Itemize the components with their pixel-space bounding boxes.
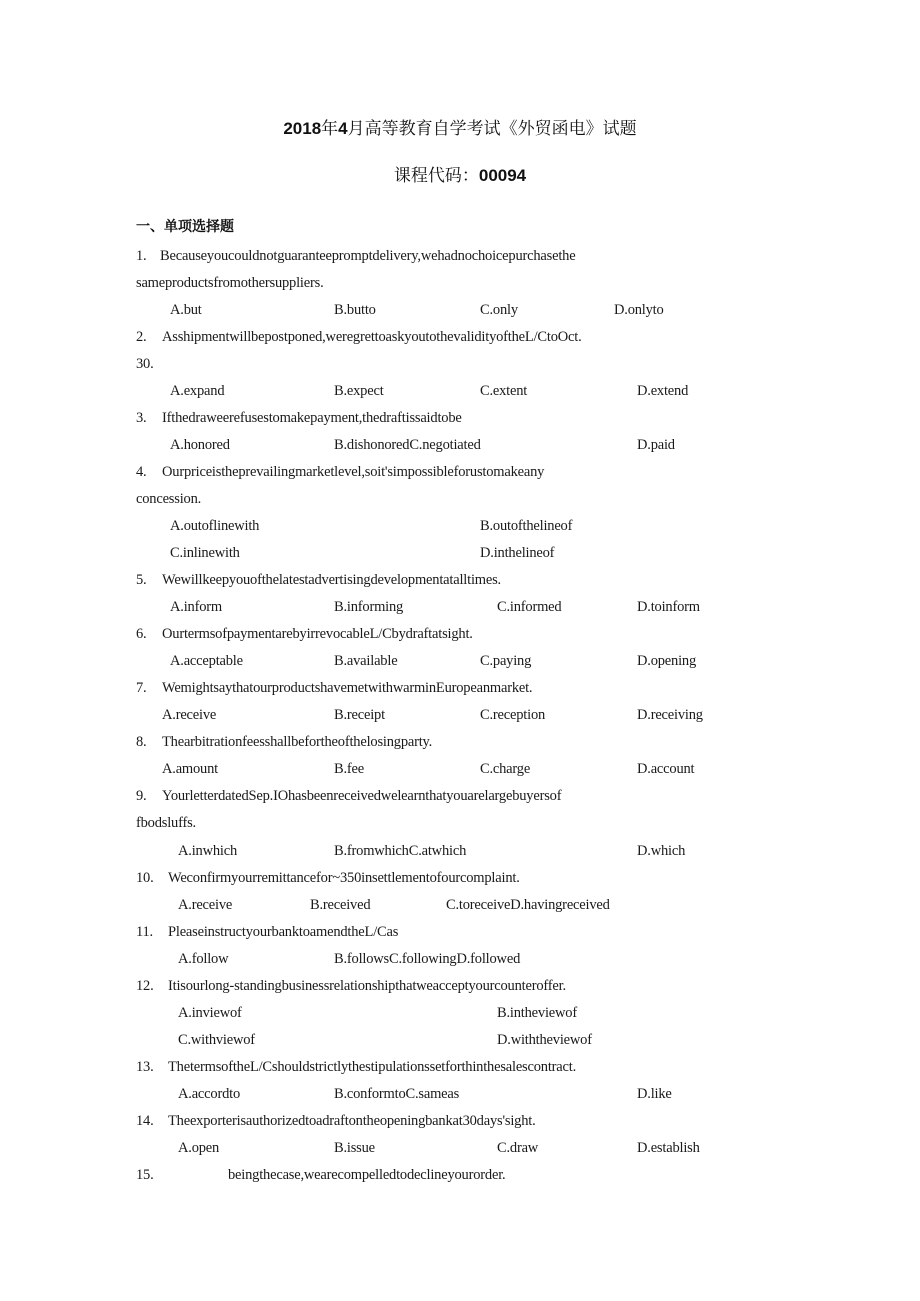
question-text: Becauseyoucouldnotguaranteepromptdelivery,wehadnochoicepurchasethe [160, 248, 576, 264]
question-4 [136, 464, 544, 481]
question-text: PleaseinstructyourbanktoamendtheL/Cas [168, 924, 399, 940]
option-b: B.conformtoC.sameas [334, 1086, 460, 1102]
option-c: C.inlinewith [170, 545, 240, 561]
question-number: 9. [136, 788, 147, 804]
course-code: 00094 [478, 166, 527, 185]
option-d: D.extend [637, 383, 689, 399]
option-d: D.paid [637, 437, 675, 453]
question-text: Ifthedraweerefusestomakepayment,thedraftissaidtobe [162, 410, 462, 426]
title-year: 2018 [283, 119, 322, 138]
option-c: C.paying [480, 653, 532, 669]
option-c: C.informed [497, 599, 562, 615]
section-title: 一、单项选择题 [136, 219, 234, 235]
option-c: C.withviewof [178, 1032, 255, 1048]
question-2 [136, 329, 582, 346]
question-text: Thearbitrationfeesshallbefortheofthelosingparty. [162, 734, 433, 750]
question-text: Ourpriceistheprevailingmarketlevel,soit'simpossibleforustomakeany [162, 464, 545, 480]
option-b: B.dishonoredC.negotiated [334, 437, 481, 453]
question-12 [136, 978, 566, 995]
option-d: D.toinform [637, 599, 700, 615]
question-1-continuation: sameproductsfromothersuppliers. [136, 275, 324, 291]
question-9 [136, 788, 561, 805]
option-d: D.which [637, 843, 686, 859]
question-11 [136, 924, 398, 941]
option-a: A.outoflinewith [170, 518, 260, 534]
question-number: 13. [136, 1059, 154, 1075]
option-b: B.intheviewof [497, 1005, 577, 1021]
question-2-continuation: 30. [136, 356, 154, 372]
course-code-label: 课程代码： [393, 166, 479, 186]
option-b: B.outofthelineof [480, 518, 573, 534]
question-text: Wewillkeepyouofthelatestadvertisingdevelopmentatalltimes. [162, 572, 501, 588]
question-text: YourletterdatedSep.IOhasbeenreceivedwelearnthatyouarelargebuyersof [162, 788, 562, 804]
option-d: D.account [637, 761, 695, 777]
question-9-continuation: fbodsluffs. [136, 815, 196, 831]
question-text: Theexporterisauthorizedtoadraftontheopeningbankat30days'sight. [168, 1113, 536, 1129]
option-d: D.inthelineof [480, 545, 555, 561]
option-a: A.inwhich [178, 843, 238, 859]
option-a: A.expand [170, 383, 225, 399]
question-6 [136, 626, 473, 643]
option-c: C.charge [480, 761, 531, 777]
option-a: A.receive [162, 707, 217, 723]
question-number: 10. [136, 870, 154, 886]
question-1 [136, 248, 575, 265]
question-number: 11. [136, 924, 153, 940]
option-b: B.expect [334, 383, 384, 399]
option-d: D.receiving [637, 707, 703, 723]
option-a: A.receive [178, 897, 233, 913]
question-number: 12. [136, 978, 154, 994]
option-a: A.amount [162, 761, 218, 777]
option-c: C.reception [480, 707, 546, 723]
course-code-line [0, 161, 920, 186]
question-number: 1. [136, 248, 147, 264]
option-b: B.informing [334, 599, 404, 615]
title-year-char: 年 [321, 119, 339, 139]
question-number: 4. [136, 464, 147, 480]
option-a: A.but [170, 302, 202, 318]
option-b: B.followsC.followingD.followed [334, 951, 521, 967]
question-number: 3. [136, 410, 147, 426]
option-b: B.fee [334, 761, 364, 777]
option-a: A.inviewof [178, 1005, 242, 1021]
question-5 [136, 572, 501, 589]
question-number: 14. [136, 1113, 154, 1129]
option-b: B.butto [334, 302, 376, 318]
question-10 [136, 870, 520, 887]
question-number: 8. [136, 734, 147, 750]
option-a: A.open [178, 1140, 220, 1156]
title-rest: 月高等教育自学考试《外贸函电》试题 [347, 119, 637, 139]
option-d: D.onlyto [614, 302, 664, 318]
question-number: 7. [136, 680, 147, 696]
question-text: OurtermsofpaymentarebyirrevocableL/Cbydraftatsight. [162, 626, 473, 642]
option-a: A.inform [170, 599, 222, 615]
question-number: 15. [136, 1167, 154, 1183]
option-d: D.opening [637, 653, 697, 669]
option-d: D.like [637, 1086, 672, 1102]
question-3 [136, 410, 462, 427]
option-b: B.issue [334, 1140, 375, 1156]
option-b: B.received [310, 897, 371, 913]
question-number: 5. [136, 572, 147, 588]
question-text: WemightsaythatourproductshavemetwithwarminEuropeanmarket. [162, 680, 533, 696]
option-d: D.establish [637, 1140, 700, 1156]
question-text: Asshipmentwillbepostponed,weregrettoaskyoutothevalidityoftheL/CtoOct. [162, 329, 582, 345]
question-text: beingthecase,wearecompelledtodeclineyourorder. [228, 1167, 506, 1183]
option-a: A.acceptable [170, 653, 243, 669]
option-a: A.follow [178, 951, 229, 967]
question-7 [136, 680, 532, 697]
question-text: ThetermsoftheL/Cshouldstrictlythestipulationssetforthinthesalescontract. [168, 1059, 577, 1075]
question-number: 2. [136, 329, 147, 345]
question-15 [136, 1167, 505, 1184]
question-4-continuation: concession. [136, 491, 202, 507]
option-d: D.withtheviewof [497, 1032, 592, 1048]
option-a: A.honored [170, 437, 230, 453]
question-14 [136, 1113, 536, 1130]
question-8 [136, 734, 432, 751]
question-text: Itisourlong-standingbusinessrelationshipthatweacceptyourcounteroffer. [168, 978, 566, 994]
question-number: 6. [136, 626, 147, 642]
title-month: 4 [338, 119, 348, 138]
option-c: C.draw [497, 1140, 539, 1156]
option-c: C.toreceiveD.havingreceived [446, 897, 610, 913]
option-b: B.receipt [334, 707, 385, 723]
option-a: A.accordto [178, 1086, 241, 1102]
question-13 [136, 1059, 576, 1076]
option-b: B.fromwhichC.atwhich [334, 843, 467, 859]
question-text: Weconfirmyourremittancefor~350insettlementofourcomplaint. [168, 870, 520, 886]
option-c: C.extent [480, 383, 528, 399]
exam-title [0, 114, 920, 139]
option-c: C.only [480, 302, 518, 318]
option-b: B.available [334, 653, 398, 669]
